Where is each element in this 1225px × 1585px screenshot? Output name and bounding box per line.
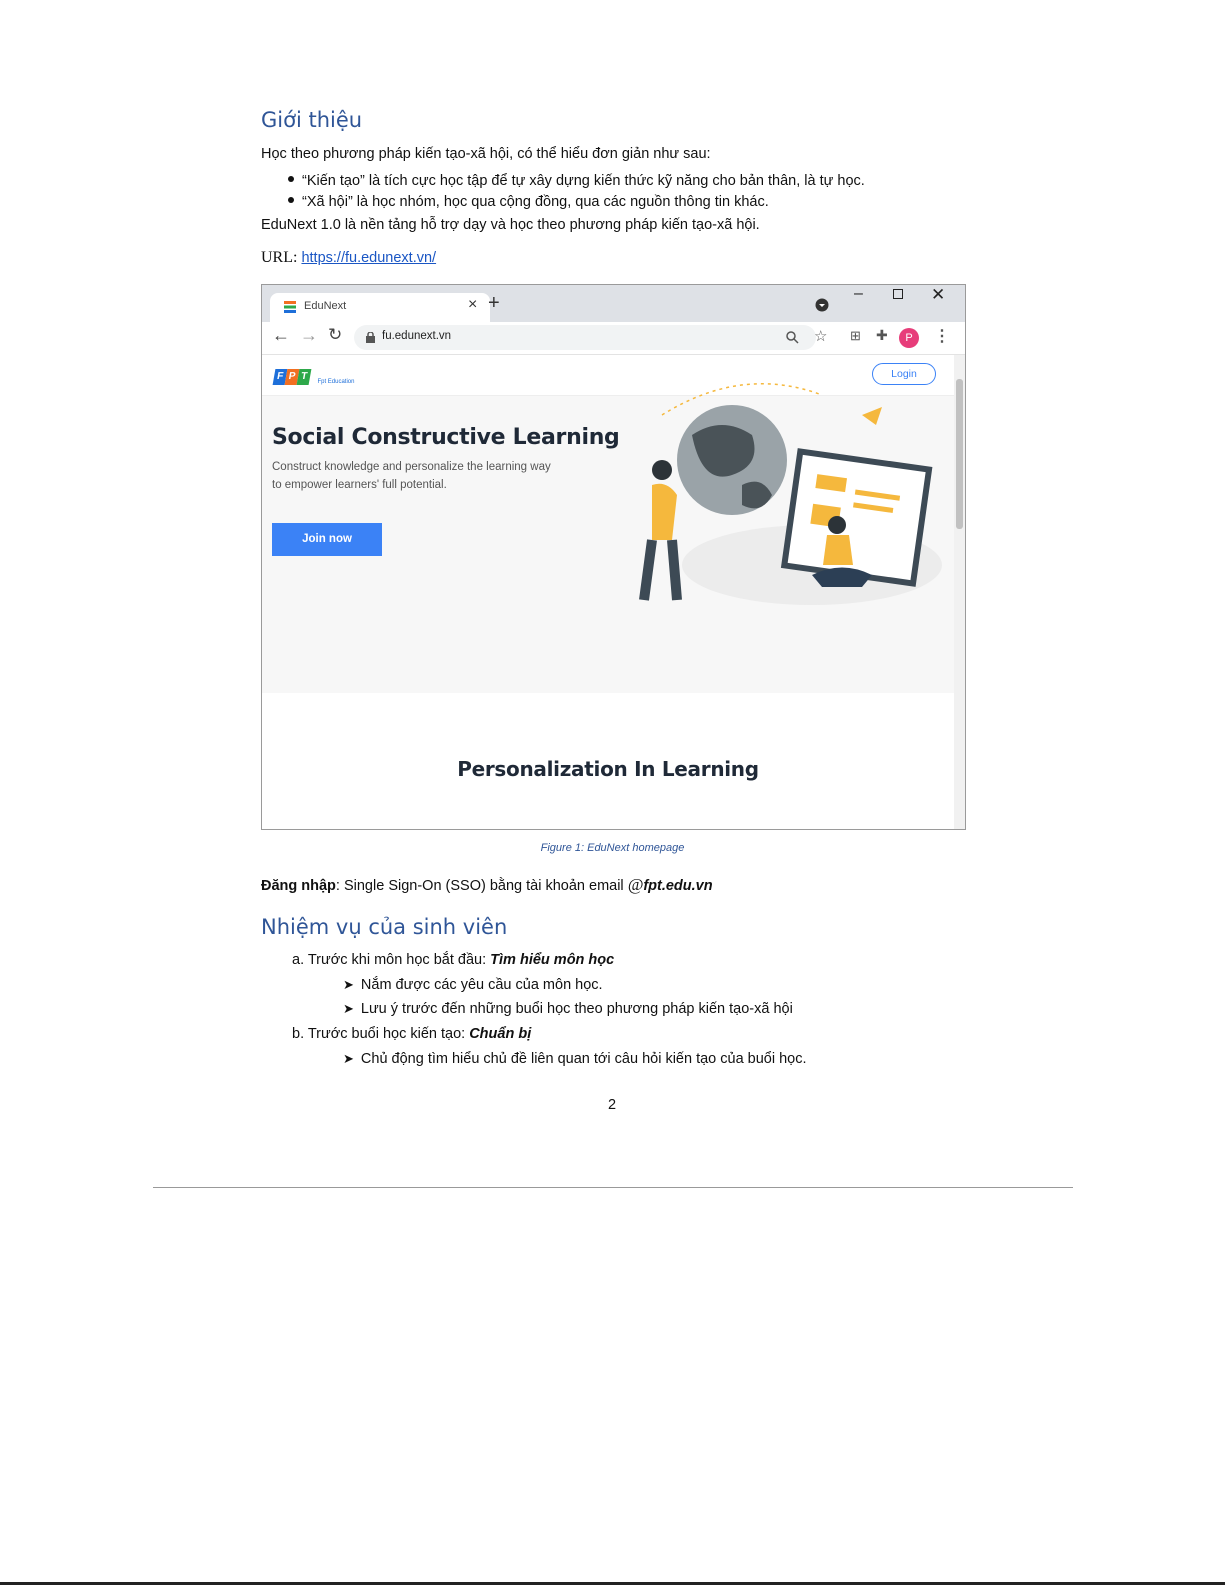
- forward-icon[interactable]: →: [300, 325, 318, 345]
- browser-tab[interactable]: [270, 293, 490, 322]
- task-a-item: [343, 976, 603, 994]
- task-a-prefix: a. Trước khi môn học bắt đầu:: [292, 952, 491, 968]
- zoom-icon[interactable]: [786, 331, 799, 344]
- hero-subtitle-2: to empower learners' full potential.: [272, 479, 447, 491]
- task-a-item-text: Nắm được các yêu cầu của môn học.: [360, 977, 603, 993]
- section-title: Personalization In Learning: [457, 757, 759, 781]
- login-paragraph: [261, 876, 713, 895]
- task-a-emphasis: Tìm hiểu môn học: [490, 952, 615, 968]
- reload-icon[interactable]: ↻: [328, 325, 343, 344]
- page-divider: [153, 1187, 1073, 1188]
- task-b-item: [343, 1050, 807, 1068]
- intro-paragraph: Học theo phương pháp kiến tạo-xã hội, có thể hiểu đơn giản như sau:: [261, 146, 711, 162]
- login-label: Đăng nhập: [261, 878, 336, 894]
- logo-subtext: Fpt Education: [317, 379, 355, 385]
- login-button[interactable]: Login: [872, 363, 936, 385]
- arrow-icon: ➤: [343, 1001, 354, 1016]
- edunext-favicon: [283, 300, 297, 314]
- tab-bar: [262, 285, 965, 322]
- hero-subtitle-1: Construct knowledge and personalize the learning way: [272, 461, 551, 473]
- browser-screenshot: [261, 284, 966, 830]
- section-heading-tasks: Nhiệm vụ của sinh viên: [261, 915, 508, 939]
- platform-paragraph: EduNext 1.0 là nền tảng hỗ trợ dạy và học theo phương pháp kiến tạo-xã hội.: [261, 217, 760, 233]
- task-b: [292, 1025, 531, 1043]
- menu-icon[interactable]: ⋮: [934, 328, 950, 345]
- arrow-icon: ➤: [343, 977, 354, 992]
- page-scrollbar[interactable]: [954, 355, 965, 829]
- task-a: [292, 951, 614, 969]
- extensions-icon[interactable]: ✚: [876, 327, 888, 343]
- omnibox[interactable]: [354, 325, 816, 350]
- task-b-emphasis: Chuẩn bị: [469, 1026, 532, 1042]
- star-icon[interactable]: ☆: [814, 328, 828, 345]
- lock-icon: [366, 332, 375, 343]
- figure-caption: Figure 1: EduNext homepage: [540, 842, 685, 854]
- address-text: fu.edunext.vn: [382, 330, 452, 342]
- profile-avatar[interactable]: P: [899, 328, 919, 348]
- bullet-item: “Kiến tạo” là tích cực học tập để tự xây dựng kiến thức kỹ năng cho bản thân, là tự học.: [288, 172, 865, 190]
- login-text: : Single Sign-On (SSO) bằng tài khoản email: [335, 878, 628, 894]
- at-sign: @: [627, 875, 644, 894]
- hero-title: Social Constructive Learning: [272, 425, 620, 450]
- url-link[interactable]: https://fu.edunext.vn/: [301, 250, 437, 266]
- arrow-icon: ➤: [343, 1051, 354, 1066]
- section-heading-intro: Giới thiệu: [261, 108, 363, 132]
- grid-icon[interactable]: ⊞: [850, 328, 861, 343]
- tab-close-icon[interactable]: ×: [468, 296, 478, 313]
- minimize-icon[interactable]: –: [854, 285, 863, 302]
- close-window-icon[interactable]: ✕: [931, 285, 946, 304]
- new-tab-icon[interactable]: +: [488, 292, 500, 314]
- scrollbar-thumb[interactable]: [956, 379, 963, 529]
- page-number: 2: [608, 1097, 617, 1113]
- task-a-item-text: Lưu ý trước đến những buổi học theo phương pháp kiến tạo-xã hội: [360, 1001, 793, 1017]
- tab-title: EduNext: [304, 300, 347, 312]
- address-bar: [262, 322, 965, 355]
- email-domain: fpt.edu.vn: [643, 878, 713, 894]
- url-line: [261, 249, 436, 267]
- url-label: URL:: [261, 249, 302, 266]
- task-b-prefix: b. Trước buổi học kiến tạo:: [292, 1026, 470, 1042]
- hero-illustration: [622, 375, 942, 615]
- fpt-logo[interactable]: F P T Fpt Education: [274, 366, 354, 385]
- task-a-item: [343, 1000, 793, 1018]
- join-now-button[interactable]: Join now: [272, 523, 382, 556]
- account-icon[interactable]: [815, 298, 829, 312]
- maximize-icon[interactable]: [893, 289, 903, 299]
- website-viewport: [262, 355, 954, 829]
- back-icon[interactable]: ←: [272, 325, 290, 345]
- task-b-item-text: Chủ động tìm hiểu chủ đề liên quan tới câu hỏi kiến tạo của buổi học.: [360, 1051, 807, 1067]
- bullet-item: “Xã hội” là học nhóm, học qua cộng đồng, qua các nguồn thông tin khác.: [288, 193, 769, 211]
